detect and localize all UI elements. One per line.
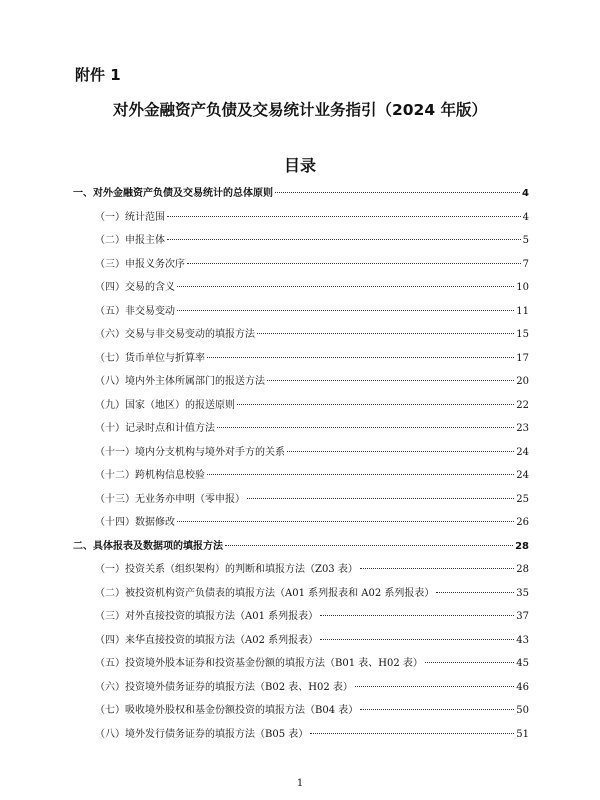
toc-entry-page: 22	[516, 399, 529, 411]
toc-leader-dots	[237, 404, 514, 405]
toc-entry-label: （十二）跨机构信息校验	[95, 470, 205, 481]
toc-leader-dots	[436, 592, 514, 593]
toc-leader-dots	[217, 427, 514, 428]
toc-entry-label: 二、具体报表及数据项的填报方法	[73, 540, 223, 552]
toc-entry-page: 23	[516, 423, 529, 434]
document-title: 对外金融资产负债及交易统计业务指引（2024 年版）	[112, 101, 488, 119]
toc-entry-label: （七）吸收境外股权和基金份额投资的填报方法（B04 表）	[95, 705, 359, 716]
toc-leader-dots	[355, 686, 514, 687]
toc-leader-dots	[177, 286, 514, 287]
toc-leader-dots	[360, 709, 514, 710]
toc-leader-dots	[320, 639, 514, 640]
toc-entry-label: （八）境内外主体所属部门的报送方法	[95, 376, 265, 387]
toc-entry-page: 35	[516, 587, 529, 599]
toc-entry-page: 26	[516, 517, 529, 528]
toc-leader-dots	[207, 474, 514, 475]
toc-leader-dots	[167, 216, 521, 217]
toc-entry-label: （十四）数据修改	[95, 517, 175, 528]
toc-entry-label: 一、对外金融资产负债及交易统计的总体原则	[73, 188, 273, 199]
toc-entry-page: 11	[516, 305, 529, 317]
toc-entry-page: 15	[516, 329, 529, 340]
toc-entry-label: （三）对外直接投资的填报方法（A01 系列报表）	[95, 611, 319, 622]
toc-leader-dots	[267, 380, 514, 381]
toc-entry-label: （十三）无业务亦申明（零申报）	[95, 493, 245, 505]
toc-entry-page: 45	[516, 658, 529, 669]
toc-entry[interactable]	[73, 255, 529, 279]
toc-entry-page: 4	[522, 211, 529, 223]
toc-entry-page: 51	[516, 728, 529, 740]
toc-entry-label: （一）投资关系（组织架构）的判断和填报方法（Z03 表）	[95, 564, 358, 575]
toc-entry[interactable]	[73, 396, 529, 420]
toc-leader-dots	[167, 239, 521, 240]
toc-entry-label: （三）申报义务次序	[95, 258, 185, 270]
toc-entry[interactable]	[73, 231, 529, 255]
toc-leader-dots	[225, 545, 513, 546]
table-of-contents	[73, 184, 529, 748]
toc-entry[interactable]	[73, 302, 529, 326]
toc-entry-page: 4	[522, 188, 529, 199]
toc-entry[interactable]	[73, 490, 529, 514]
toc-leader-dots	[207, 357, 514, 358]
toc-entry[interactable]	[73, 678, 529, 702]
toc-entry-page: 10	[516, 282, 529, 293]
toc-entry-label: （二）申报主体	[95, 235, 165, 246]
toc-entry[interactable]	[73, 654, 529, 678]
toc-entry-page: 37	[516, 611, 529, 622]
toc-entry-label: （十）记录时点和计值方法	[95, 423, 215, 434]
toc-entry[interactable]	[73, 372, 529, 396]
toc-entry-page: 28	[515, 540, 529, 552]
toc-leader-dots	[287, 451, 514, 452]
toc-entry-page: 7	[522, 258, 529, 270]
toc-entry-label: （六）交易与非交易变动的填报方法	[95, 329, 255, 340]
toc-entry-label: （一）统计范围	[95, 211, 165, 223]
toc-entry[interactable]	[73, 184, 529, 208]
toc-entry-page: 46	[516, 681, 529, 693]
toc-entry[interactable]	[73, 513, 529, 537]
toc-entry[interactable]	[73, 419, 529, 443]
toc-entry-page: 43	[516, 634, 529, 646]
toc-leader-dots	[177, 521, 514, 522]
toc-entry[interactable]	[73, 466, 529, 490]
toc-entry-label: （五）投资境外股本证券和投资基金份额的填报方法（B01 表、H02 表）	[95, 658, 423, 669]
toc-leader-dots	[257, 333, 514, 334]
toc-leader-dots	[177, 310, 514, 311]
toc-entry[interactable]	[73, 278, 529, 302]
toc-entry-page: 24	[516, 470, 529, 481]
toc-leader-dots	[425, 662, 514, 663]
toc-leader-dots	[187, 263, 521, 264]
toc-entry[interactable]	[73, 349, 529, 373]
toc-leader-dots	[360, 568, 514, 569]
toc-leader-dots	[320, 615, 514, 616]
toc-entry-page: 5	[522, 235, 529, 246]
toc-leader-dots	[310, 733, 514, 734]
toc-entry[interactable]	[73, 537, 529, 561]
toc-entry-label: （四）交易的含义	[95, 282, 175, 293]
toc-entry-label: （十一）境内分支机构与境外对手方的关系	[95, 446, 285, 458]
toc-entry-page: 17	[516, 352, 529, 364]
toc-entry-label: （二）被投资机构资产负债表的填报方法（A01 系列报表和 A02 系列报表）	[95, 587, 435, 599]
toc-entry[interactable]	[73, 631, 529, 655]
toc-entry-page: 25	[516, 493, 529, 505]
toc-entry-label: （五）非交易变动	[95, 305, 175, 317]
toc-entry-page: 20	[516, 376, 529, 387]
toc-entry[interactable]	[73, 443, 529, 467]
toc-entry[interactable]	[73, 325, 529, 349]
toc-entry-page: 24	[516, 446, 529, 458]
toc-heading: 目录	[283, 156, 316, 175]
toc-entry-page: 28	[516, 564, 529, 575]
toc-entry-label: （七）货币单位与折算率	[95, 352, 205, 364]
toc-leader-dots	[275, 192, 520, 193]
toc-entry-label: （九）国家（地区）的报送原则	[95, 399, 235, 411]
page-number: 1	[296, 778, 304, 789]
toc-entry-page: 50	[516, 705, 529, 716]
toc-entry-label: （六）投资境外债务证券的填报方法（B02 表、H02 表）	[95, 681, 353, 693]
toc-leader-dots	[247, 498, 514, 499]
toc-entry[interactable]	[73, 584, 529, 608]
toc-entry[interactable]	[73, 607, 529, 631]
attachment-label: 附件 1	[75, 66, 121, 84]
toc-entry[interactable]	[73, 208, 529, 232]
toc-entry-label: （八）境外发行债务证券的填报方法（B05 表）	[95, 728, 309, 740]
toc-entry-label: （四）来华直接投资的填报方法（A02 系列报表）	[95, 634, 319, 646]
toc-entry[interactable]	[73, 701, 529, 725]
toc-entry[interactable]	[73, 560, 529, 584]
toc-entry[interactable]	[73, 725, 529, 749]
